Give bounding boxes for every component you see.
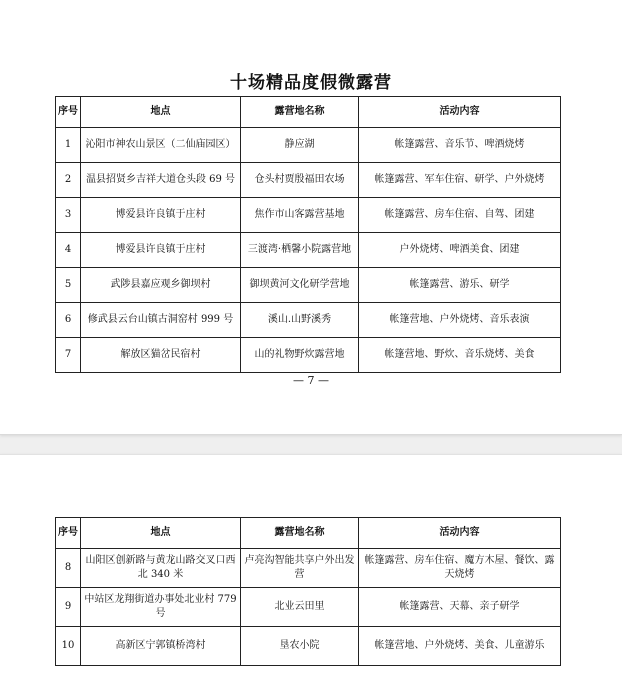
cell-no: 1 xyxy=(56,128,81,163)
cell-location: 修武县云台山镇古洞窑村 999 号 xyxy=(81,303,241,338)
table-row xyxy=(56,128,561,163)
cell-location: 解放区猫岔民宿村 xyxy=(81,338,241,373)
header-no: 序号 xyxy=(56,97,81,128)
cell-name: 仓头村贾殷福田农场 xyxy=(241,163,359,198)
cell-no: 2 xyxy=(56,163,81,198)
page-title: 十场精品度假微露营 xyxy=(230,73,392,93)
cell-no: 5 xyxy=(56,268,81,303)
table-header-row xyxy=(56,97,561,128)
cell-name: 垦农小院 xyxy=(241,627,359,666)
cell-name: 溪山.山野溪秀 xyxy=(241,303,359,338)
document-page-2 xyxy=(0,454,622,695)
cell-location: 温县招贤乡吉祥大道仓头段 69 号 xyxy=(81,163,241,198)
cell-activities: 帐篷露营、天幕、亲子研学 xyxy=(359,588,561,627)
header-location: 地点 xyxy=(81,97,241,128)
header-location: 地点 xyxy=(81,518,241,549)
cell-no: 10 xyxy=(56,627,81,666)
cell-name: 焦作市山客露营基地 xyxy=(241,198,359,233)
cell-activities: 帐篷营地、户外烧烤、美食、儿童游乐 xyxy=(359,627,561,666)
header-name: 露营地名称 xyxy=(241,97,359,128)
header-activities: 活动内容 xyxy=(359,518,561,549)
table-row xyxy=(56,549,561,588)
cell-location: 山阳区创新路与黄龙山路交叉口西北 340 米 xyxy=(81,549,241,588)
cell-name: 御坝黄河文化研学营地 xyxy=(241,268,359,303)
header-activities: 活动内容 xyxy=(359,97,561,128)
table-row xyxy=(56,163,561,198)
cell-name: 北业云田里 xyxy=(241,588,359,627)
campsite-table-part-2 xyxy=(55,517,561,666)
cell-activities: 帐篷露营、游乐、研学 xyxy=(359,268,561,303)
cell-no: 7 xyxy=(56,338,81,373)
cell-name: 卢亮沟智能共享户外出发营 xyxy=(241,549,359,588)
cell-name: 三渡湾·栖馨小院露营地 xyxy=(241,233,359,268)
table-row xyxy=(56,627,561,666)
cell-no: 3 xyxy=(56,198,81,233)
cell-no: 9 xyxy=(56,588,81,627)
table-row xyxy=(56,338,561,373)
cell-location: 高新区宁郭镇桥湾村 xyxy=(81,627,241,666)
table-row xyxy=(56,588,561,627)
cell-no: 4 xyxy=(56,233,81,268)
cell-activities: 帐篷露营、房车住宿、魔方木屋、餐饮、露天烧烤 xyxy=(359,549,561,588)
cell-location: 武陟县嘉应观乡御坝村 xyxy=(81,268,241,303)
cell-no: 6 xyxy=(56,303,81,338)
cell-name: 静应湖 xyxy=(241,128,359,163)
cell-location: 中站区龙翔街道办事处北业村 779 号 xyxy=(81,588,241,627)
cell-activities: 帐篷露营、军车住宿、研学、户外烧烤 xyxy=(359,163,561,198)
table-header-row xyxy=(56,518,561,549)
cell-no: 8 xyxy=(56,549,81,588)
cell-location: 沁阳市神农山景区（二仙庙园区） xyxy=(81,128,241,163)
cell-location: 博爱县许良镇于庄村 xyxy=(81,233,241,268)
cell-activities: 户外烧烤、啤酒美食、团建 xyxy=(359,233,561,268)
table-row xyxy=(56,268,561,303)
cell-location: 博爱县许良镇于庄村 xyxy=(81,198,241,233)
table-row xyxy=(56,198,561,233)
cell-activities: 帐篷营地、户外烧烤、音乐表演 xyxy=(359,303,561,338)
cell-activities: 帐篷露营、房车住宿、自驾、团建 xyxy=(359,198,561,233)
cell-activities: 帐篷营地、野炊、音乐烧烤、美食 xyxy=(359,338,561,373)
table-row xyxy=(56,303,561,338)
campsite-table-part-1 xyxy=(55,96,561,373)
header-name: 露营地名称 xyxy=(241,518,359,549)
cell-activities: 帐篷露营、音乐节、啤酒烧烤 xyxy=(359,128,561,163)
table-row xyxy=(56,233,561,268)
page-number: — 7 — xyxy=(293,374,329,387)
header-no: 序号 xyxy=(56,518,81,549)
cell-name: 山的礼物野炊露营地 xyxy=(241,338,359,373)
